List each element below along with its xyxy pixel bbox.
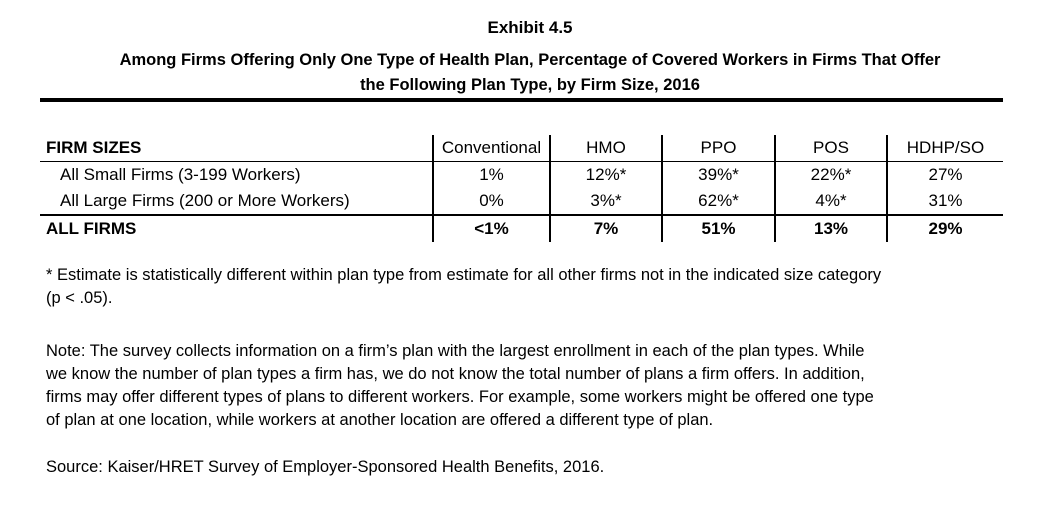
cell-pos: 13% [775,215,887,242]
cell-ppo: 39%* [662,162,775,189]
table-row-large-firms [40,188,1003,215]
column-header-conventional: Conventional [433,135,550,162]
cell-ppo: 51% [662,215,775,242]
cell-hdhp-so: 27% [887,162,1003,189]
survey-note [46,340,996,432]
subtitle-line: the Following Plan Type, by Firm Size, 2016 [360,76,700,94]
column-header-ppo: PPO [662,135,775,162]
source-line: Source: Kaiser/HRET Survey of Employer-Sponsored Health Benefits, 2016. [46,458,605,476]
row-label: ALL FIRMS [40,215,433,242]
plan-type-table [40,135,1003,242]
cell-conventional: 0% [433,188,550,215]
cell-hmo: 3%* [550,188,662,215]
table-header-row [40,135,1003,162]
subtitle-line: Among Firms Offering Only One Type of Health Plan, Percentage of Covered Workers in Firms That Offer [119,51,941,69]
note-line: firms may offer different types of plans to different workers. For example, some workers might be offered one type [46,388,874,406]
table-row-small-firms [40,162,1003,189]
row-label: All Large Firms (200 or More Workers) [60,191,350,210]
column-header-pos: POS [775,135,887,162]
column-header-hdhp-so: HDHP/SO [887,135,1003,162]
cell-hmo: 7% [550,215,662,242]
cell-conventional: <1% [433,215,550,242]
cell-conventional: 1% [433,162,550,189]
cell-hdhp-so: 31% [887,188,1003,215]
significance-footnote [46,264,996,310]
note-line: of plan at one location, while workers at another location are offered a different type of plan. [46,411,714,429]
column-header-firm-sizes: FIRM SIZES [40,135,433,162]
row-label: All Small Firms (3-199 Workers) [60,165,301,184]
exhibit-subtitle [40,48,1020,98]
table-row-all-firms [40,215,1003,242]
cell-hdhp-so: 29% [887,215,1003,242]
cell-pos: 4%* [775,188,887,215]
note-line: Note: The survey collects information on a firm’s plan with the largest enrollment in each of the plan types. While [46,342,865,360]
note-line: we know the number of plan types a firm has, we do not know the total number of plans a firm offers. In addition, [46,365,865,383]
exhibit-title: Exhibit 4.5 [487,18,573,37]
cell-hmo: 12%* [550,162,662,189]
cell-pos: 22%* [775,162,887,189]
footnote-line: (p < .05). [46,289,113,307]
top-rule [40,98,1003,102]
footnote-line: * Estimate is statistically different within plan type from estimate for all other firms not in the indicated size category [46,266,882,284]
cell-ppo: 62%* [662,188,775,215]
column-header-hmo: HMO [550,135,662,162]
